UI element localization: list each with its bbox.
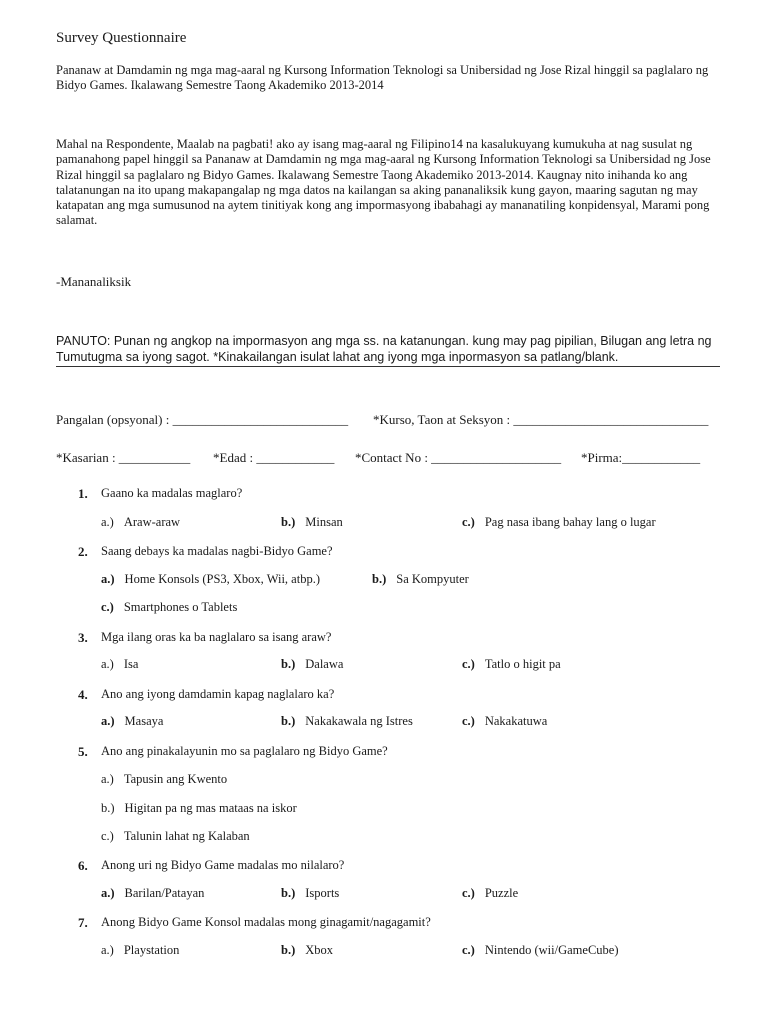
option-label: c.) <box>101 600 114 614</box>
option-label: a.) <box>101 572 115 586</box>
option-label: a.) <box>101 772 114 786</box>
answer-option[interactable] <box>281 886 339 901</box>
answer-option[interactable] <box>101 657 138 672</box>
option-label: c.) <box>462 657 475 671</box>
document-subtitle: Pananaw at Damdamin ng mga mag-aaral ng Kursong Information Teknologi sa Unibersidad ng Jose Rizal hinggil sa paglalaro ng Bidyo Games. Ikalawang Semestre Taong Akademiko 2013-2014 <box>56 63 709 92</box>
option-label: c.) <box>462 714 475 728</box>
option-label: a.) <box>101 943 114 957</box>
question-number: 1. <box>78 486 88 501</box>
answer-option[interactable] <box>281 515 343 530</box>
question-text: Mga ilang oras ka ba naglalaro sa isang araw? <box>101 630 332 644</box>
answer-option[interactable] <box>101 801 297 816</box>
option-text: Minsan <box>305 515 343 529</box>
option-label: b.) <box>372 572 387 586</box>
question-number: 6. <box>78 858 88 873</box>
answer-option[interactable] <box>372 572 469 587</box>
option-label: c.) <box>462 943 475 957</box>
contact-field[interactable]: *Contact No : ____________________ <box>355 450 562 465</box>
option-text: Tatlo o higit pa <box>484 657 561 671</box>
option-label: b.) <box>281 886 296 900</box>
option-text: Xbox <box>305 943 334 957</box>
option-text: Pag nasa ibang bahay lang o lugar <box>484 515 656 529</box>
answer-option[interactable] <box>101 772 227 787</box>
option-text: Masaya <box>124 714 164 728</box>
question-text: Anong Bidyo Game Konsol madalas mong ginagamit/nagagamit? <box>101 915 431 929</box>
option-label: a.) <box>101 657 114 671</box>
option-text: Talunin lahat ng Kalaban <box>123 829 250 843</box>
answer-option[interactable] <box>281 943 333 958</box>
option-label: a.) <box>101 515 114 529</box>
answer-option[interactable] <box>101 600 237 615</box>
question-text: Gaano ka madalas maglaro? <box>101 486 243 500</box>
option-label: c.) <box>462 886 475 900</box>
option-text: Puzzle <box>484 886 519 900</box>
option-text: Smartphones o Tablets <box>123 600 238 614</box>
option-label: b.) <box>281 714 296 728</box>
option-label: b.) <box>281 515 296 529</box>
question-number: 4. <box>78 687 88 702</box>
question-number: 2. <box>78 544 88 559</box>
researcher-signature: -Mananaliksik <box>56 274 132 289</box>
answer-option[interactable] <box>462 515 656 530</box>
question-number: 7. <box>78 915 88 930</box>
option-text: Home Konsols (PS3, Xbox, Wii, atbp.) <box>124 572 320 586</box>
sex-field[interactable]: *Kasarian : ___________ <box>56 450 191 465</box>
option-text: Araw-araw <box>123 515 181 529</box>
answer-option[interactable] <box>101 886 204 901</box>
answer-option[interactable] <box>462 943 619 958</box>
question-text: Saang debays ka madalas nagbi-Bidyo Game? <box>101 544 333 558</box>
option-text: Nakakawala ng Istres <box>305 714 413 728</box>
option-label: a.) <box>101 886 115 900</box>
question-text: Ano ang pinakalayunin mo sa paglalaro ng Bidyo Game? <box>101 744 388 758</box>
question-text: Ano ang iyong damdamin kapag naglalaro ka? <box>101 687 335 701</box>
intro-letter: Mahal na Respondente, Maalab na pagbati! ako ay isang mag-aaral ng Filipino14 na kasalukuyang kumukuha at nag susulat ng pamanahong papel hinggil sa Pananaw at Damdamin ng mga mag-aaral ng Kursong Information Teknologi sa Unibersidad ng Jose Rizal hinggil sa paglalaro ng Bidyo Games. Ikalawang Semestre Taong Akademiko 2013-2014. Kaugnay nito inihanda ko ang talatanungan na ito upang makapangalap ng mga datos na kailangan sa aking pananaliksik kung gayon, maaring sagutan ng may katapatan ang mga sumusunod na aytem tinitiyak kong ang impormasyong ibabahagi ay mananatiling konpidensyal, Marami pong salamat. <box>56 137 711 228</box>
option-label: b.) <box>101 801 115 815</box>
instructions: PANUTO: Punan ng angkop na impormasyon ang mga ss. na katanungan. kung may pag pipilian, Bilugan ang letra ng Tumutugma sa iyong sagot. *Kinakailangan isulat lahat ang iyong mga inpormasyon sa patlang/blank. <box>56 333 720 367</box>
option-text: Nintendo (wii/GameCube) <box>484 943 619 957</box>
answer-option[interactable] <box>462 886 518 901</box>
option-label: c.) <box>101 829 114 843</box>
option-text: Tapusin ang Kwento <box>123 772 228 786</box>
question-text: Anong uri ng Bidyo Game madalas mo nilalaro? <box>101 858 345 872</box>
option-label: b.) <box>281 943 296 957</box>
option-text: Higitan pa ng mas mataas na iskor <box>124 801 297 815</box>
answer-option[interactable] <box>101 943 179 958</box>
option-text: Barilan/Patayan <box>124 886 205 900</box>
option-label: c.) <box>462 515 475 529</box>
question-number: 3. <box>78 630 88 645</box>
answer-option[interactable] <box>101 714 163 729</box>
answer-option[interactable] <box>281 657 343 672</box>
answer-option[interactable] <box>101 829 250 844</box>
option-text: Playstation <box>123 943 180 957</box>
option-label: a.) <box>101 714 115 728</box>
option-text: Nakakatuwa <box>484 714 548 728</box>
name-field[interactable]: Pangalan (opsyonal) : ___________________________ <box>56 412 349 427</box>
option-text: Isa <box>123 657 139 671</box>
document-title: Survey Questionnaire <box>56 30 187 46</box>
answer-option[interactable] <box>281 714 413 729</box>
option-text: Isports <box>305 886 340 900</box>
answer-option[interactable] <box>101 515 180 530</box>
answer-option[interactable] <box>101 572 320 587</box>
option-text: Dalawa <box>305 657 344 671</box>
signature-field[interactable]: *Pirma:____________ <box>581 450 701 465</box>
question-number: 5. <box>78 744 88 759</box>
option-text: Sa Kompyuter <box>396 572 469 586</box>
answer-option[interactable] <box>462 714 547 729</box>
age-field[interactable]: *Edad : ____________ <box>213 450 335 465</box>
course-field[interactable]: *Kurso, Taon at Seksyon : ______________________________ <box>373 412 709 427</box>
answer-option[interactable] <box>462 657 561 672</box>
option-label: b.) <box>281 657 296 671</box>
